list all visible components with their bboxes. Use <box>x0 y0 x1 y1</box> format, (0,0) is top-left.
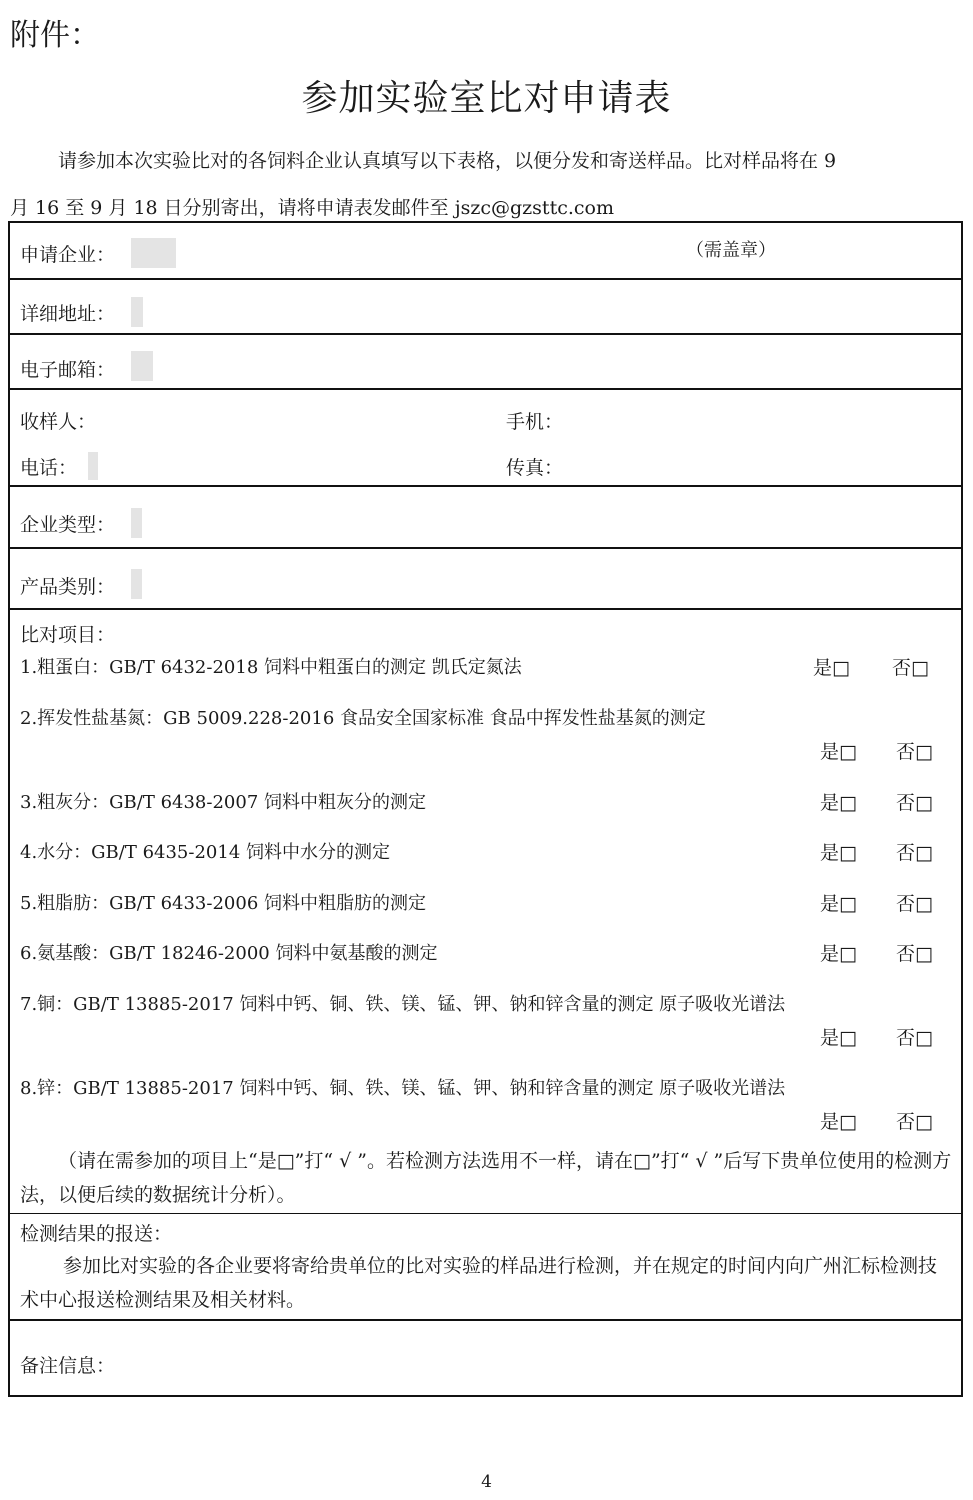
address-field-redacted[interactable] <box>131 297 143 327</box>
item-7-text: 7.铜：GB/T 13885-2017 饲料中钙、铜、铁、镁、锰、钾、钠和锌含量的测定 原子吸收光谱法 <box>20 994 786 1015</box>
item-2-yes-checkbox[interactable]: 是□ <box>820 741 857 763</box>
phone-field-redacted[interactable] <box>88 452 98 480</box>
item-8-yes-checkbox[interactable]: 是□ <box>820 1111 857 1133</box>
email-label: 电子邮箱： <box>20 359 116 381</box>
application-form <box>8 221 963 1397</box>
item-6-yes-checkbox[interactable]: 是□ <box>820 943 857 965</box>
company-label: 申请企业： <box>20 244 116 266</box>
enterprise-type-field-redacted[interactable] <box>131 508 142 538</box>
item-5-text: 5.粗脂肪：GB/T 6433-2006 饲料中粗脂肪的测定 <box>20 893 426 914</box>
email-field-redacted[interactable] <box>131 351 153 381</box>
attachment-label: 附件： <box>10 18 100 53</box>
address-label: 详细地址： <box>20 303 116 325</box>
item-7-no-checkbox[interactable]: 否□ <box>896 1027 933 1049</box>
receiver-label: 收样人： <box>20 411 97 433</box>
page-title: 参加实验室比对申请表 <box>301 78 672 119</box>
item-4-text: 4.水分：GB/T 6435-2014 饲料中水分的测定 <box>20 842 390 863</box>
item-3-text: 3.粗灰分：GB/T 6438-2007 饲料中粗灰分的测定 <box>20 792 426 813</box>
item-2-text: 2.挥发性盐基氮：GB 5009.228-2016 食品安全国家标准 食品中挥发性盐基氮的测定 <box>20 708 706 729</box>
contact-row <box>10 390 961 487</box>
intro-line-2: 月 16 至 9 月 18 日分别寄出，请将申请表发邮件至 jszc@gzsttc.com <box>10 197 614 219</box>
item-8-no-checkbox[interactable]: 否□ <box>896 1111 933 1133</box>
comparison-items-section <box>10 610 961 1214</box>
report-section <box>10 1214 961 1321</box>
item-8-text: 8.锌：GB/T 13885-2017 饲料中钙、铜、铁、镁、锰、钾、钠和锌含量的测定 原子吸收光谱法 <box>20 1078 786 1099</box>
item-2-no-checkbox[interactable]: 否□ <box>896 741 933 763</box>
item-3-yes-checkbox[interactable]: 是□ <box>820 792 857 814</box>
item-6-text: 6.氨基酸：GB/T 18246-2000 饲料中氨基酸的测定 <box>20 943 438 964</box>
item-3-no-checkbox[interactable]: 否□ <box>896 792 933 814</box>
report-text: 参加比对实验的各企业要将寄给贵单位的比对实验的样品进行检测，并在规定的时间内向广州汇标检测技术中心报送检测结果及相关材料。 <box>20 1255 938 1311</box>
item-5-no-checkbox[interactable]: 否□ <box>896 893 933 915</box>
item-1-text: 1.粗蛋白：GB/T 6432-2018 饲料中粗蛋白的测定 凯氏定氮法 <box>20 657 522 678</box>
item-7-yes-checkbox[interactable]: 是□ <box>820 1027 857 1049</box>
item-1-yes-checkbox[interactable]: 是□ <box>813 657 850 679</box>
item-5-yes-checkbox[interactable]: 是□ <box>820 893 857 915</box>
phone-label: 电话： <box>20 457 78 479</box>
page-number: 4 <box>481 1472 492 1492</box>
enterprise-type-row <box>10 487 961 549</box>
item-6-no-checkbox[interactable]: 否□ <box>896 943 933 965</box>
product-category-label: 产品类别： <box>20 576 116 598</box>
seal-note: （需盖章） <box>686 240 776 261</box>
product-category-field-redacted[interactable] <box>131 569 142 599</box>
item-4-no-checkbox[interactable]: 否□ <box>896 842 933 864</box>
address-row <box>10 280 961 335</box>
intro-line-1: 请参加本次实验比对的各饲料企业认真填写以下表格，以便分发和寄送样品。比对样品将在 9 <box>58 150 837 172</box>
items-note: （请在需参加的项目上“是□”打“ √ ”。若检测方法选用不一样，请在□”打“ √ ”后写下贵单位使用的检测方法，以便后续的数据统计分析）。 <box>20 1150 952 1206</box>
remarks-row <box>10 1321 961 1397</box>
company-row <box>10 223 961 280</box>
email-row <box>10 335 961 390</box>
item-4-yes-checkbox[interactable]: 是□ <box>820 842 857 864</box>
report-title: 检测结果的报送： <box>20 1223 173 1245</box>
fax-label: 传真： <box>506 457 564 479</box>
company-field-redacted[interactable] <box>131 238 176 268</box>
item-1-no-checkbox[interactable]: 否□ <box>892 657 929 679</box>
product-category-row <box>10 549 961 610</box>
mobile-label: 手机： <box>506 411 564 433</box>
remarks-label: 备注信息： <box>20 1355 116 1377</box>
items-title: 比对项目： <box>20 624 116 646</box>
enterprise-type-label: 企业类型： <box>20 514 116 536</box>
